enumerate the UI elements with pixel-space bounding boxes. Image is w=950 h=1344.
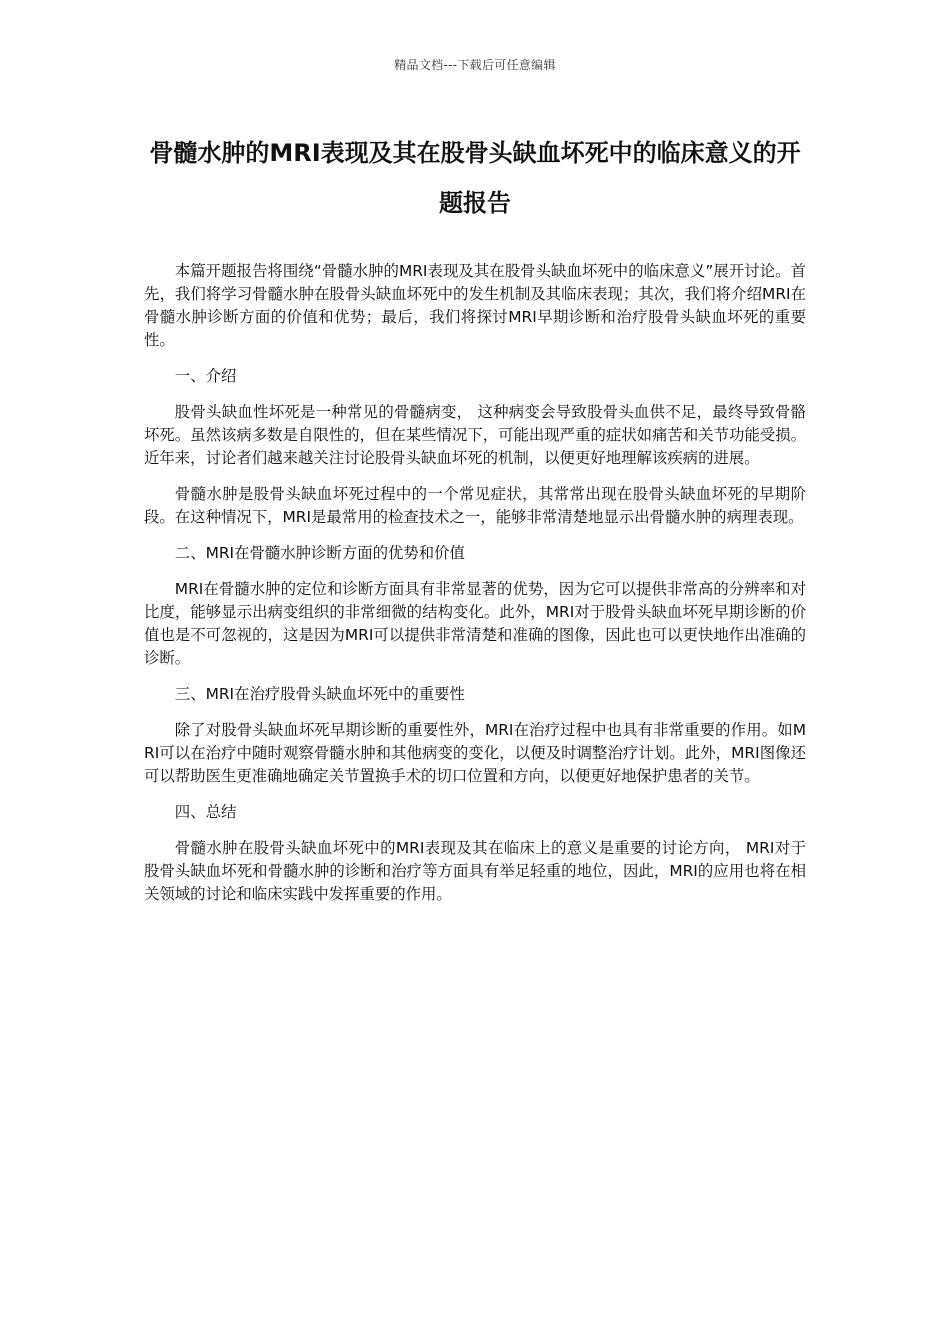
body-paragraph: 股骨头缺血性坏死是一种常见的骨髓病变， 这种病变会导致股骨头血供不足，最终导致骨骼坏死。虽然该病多数是自限性的，但在某些情况下，可能出现严重的症状如痛苦和关节功能受损。近年来，讨论者们越来越关注讨论股骨头缺血坏死的机制，以便更好地理解该疾病的进展。	[144, 403, 806, 467]
body-paragraph: MRI在骨髓水肿的定位和诊断方面具有非常显著的优势，因为它可以提供非常高的分辨率和对比度，能够显示出病变组织的非常细微的结构变化。此外，MRI对于股骨头缺血坏死早期诊断的价值也是不可忽视的，这是因为MRI可以提供非常清楚和准确的图像，因此也可以更快地作出准确的诊断。	[144, 580, 806, 667]
section-heading: 四、总结	[174, 803, 237, 821]
section-mri-treatment	[144, 683, 806, 788]
section-heading: 一、介绍	[174, 367, 237, 385]
section-mri-advantages	[144, 542, 806, 670]
document-body	[144, 260, 806, 919]
body-paragraph: 骨髓水肿是股骨头缺血坏死过程中的一个常见症状，其常常出现在股骨头缺血坏死的早期阶段。在这种情况下，MRI是最常用的检查技术之一，能够非常清楚地显示出骨髓水肿的病理表现。	[144, 485, 806, 526]
body-paragraph: 骨髓水肿在股骨头缺血坏死中的MRI表现及其在临床上的意义是重要的讨论方向， MRI对于股骨头缺血坏死和骨髓水肿的诊断和治疗等方面具有举足轻重的地位，因此，MRI的应用也将在相关领域的讨论和临床实践中发挥重要的作用。	[144, 839, 806, 903]
section-heading: 二、MRI在骨髓水肿诊断方面的优势和价值	[174, 544, 465, 562]
body-paragraph: 除了对股骨头缺血坏死早期诊断的重要性外，MRI在治疗过程中也具有非常重要的作用。如MRI可以在治疗中随时观察骨髓水肿和其他病变的变化，以便及时调整治疗计划。此外，MRI图像还可以帮助医生更准确地确定关节置换手术的切口位置和方向，以便更好地保护患者的关节。	[144, 721, 806, 785]
intro-paragraph: 本篇开题报告将围绕“骨髓水肿的MRI表现及其在股骨头缺血坏死中的临床意义”展开讨论。首先，我们将学习骨髓水肿在股骨头缺血坏死中的发生机制及其临床表现；其次，我们将介绍MRI在骨髓水肿诊断方面的价值和优势；最后，我们将探讨MRI早期诊断和治疗股骨头缺血坏死的重要性。	[144, 262, 806, 349]
section-heading: 三、MRI在治疗股骨头缺血坏死中的重要性	[174, 685, 465, 703]
section-introduction	[144, 365, 806, 529]
document-title: 骨髓水肿的MRI表现及其在股骨头缺血坏死中的临床意义的开题报告	[149, 139, 801, 217]
section-summary	[144, 801, 806, 906]
page-header-note: 精品文档---下载后可任意编辑	[394, 58, 556, 72]
